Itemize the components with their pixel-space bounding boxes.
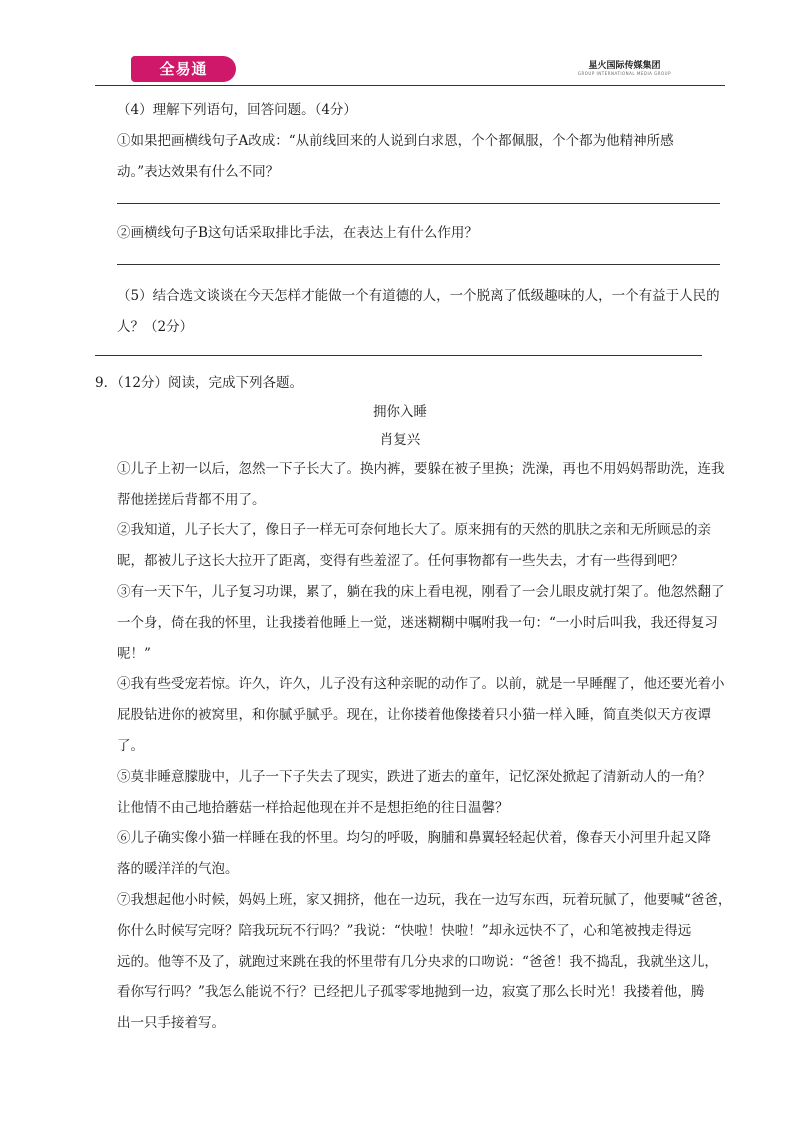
- answer-line-q5: [95, 355, 702, 356]
- essay-line: 昵，都被儿子这长大拉开了距离，变得有些羞涩了。任何事物都有一些失去，才有一些得到吧？: [117, 553, 684, 569]
- q4-sub1-line1: ①如果把画横线句子A改成：“从前线回来的人说到白求恩，个个都佩服，个个都为他精神所感: [117, 133, 674, 149]
- essay-line: ①儿子上初一以后，忽然一下子长大了。换内裤，要躲在被子里换；洗澡，再也不用妈妈帮助洗，连我: [117, 461, 725, 477]
- essay-line: ⑦我想起他小时候，妈妈上班，家又拥挤，他在一边玩，我在一边写东西，玩着玩腻了，他要喊“爸爸，: [117, 892, 732, 908]
- essay-line: ④我有些受宠若惊。许久，许久，儿子没有这种亲昵的动作了。以前，就是一早睡醒了，他还要光着小: [117, 676, 725, 692]
- publisher-name: 星火国际传媒集团: [588, 61, 661, 71]
- q5-line1: （5）结合选文谈谈在今天怎样才能做一个有道德的人，一个脱离了低级趣味的人，一个有益于人民的: [117, 288, 720, 304]
- essay-line: 看你写行吗？”我怎么能说不行？已经把儿子孤零零地抛到一边，寂寞了那么长时光！我搂着他，腾: [117, 984, 705, 1000]
- essay-line: ⑥儿子确实像小猫一样睡在我的怀里。均匀的呼吸，胸脯和鼻翼轻轻起伏着，像春天小河里升起又降: [117, 830, 711, 846]
- publisher-subtitle: GROUP INTERNATIONAL MEDIA GROUP: [577, 71, 671, 76]
- essay-line: 帮他搓搓后背都不用了。: [117, 492, 266, 508]
- page-header: [95, 52, 725, 88]
- q9-title: 9．（12分）阅读，完成下列各题。: [95, 375, 304, 391]
- essay-line: 远的。他等不及了，就跑过来跳在我的怀里带有几分央求的口吻说：“爸爸！我不捣乱，我就坐这儿，: [117, 954, 718, 970]
- essay-line: 让他情不由己地拾蘑菇一样拾起他现在并不是想拒绝的往日温馨？: [117, 800, 509, 816]
- essay-line: ⑤莫非睡意朦胧中，儿子一下子失去了现实，跌进了逝去的童年，记忆深处掀起了清新动人的一角？: [117, 769, 711, 785]
- essay-line: ③有一天下午，儿子复习功课，累了，躺在我的床上看电视，刚看了一会儿眼皮就打架了。他忽然翻了: [117, 584, 725, 600]
- essay-author: 肖复兴: [379, 432, 421, 448]
- answer-line-q4-1: [117, 203, 720, 204]
- brand-logo: 全易通: [131, 56, 236, 82]
- essay-line: 落的暖洋洋的气泡。: [117, 861, 239, 877]
- q4-title: （4）理解下列语句，回答问题。（4分）: [117, 102, 357, 118]
- essay-line: 呢！”: [117, 646, 151, 662]
- publisher-mark: [578, 58, 671, 76]
- essay-line: 你什么时候写完呀？陪我玩玩不行吗？”我说：“快啦！快啦！”却永远快不了，心和笔被拽走得远: [117, 923, 692, 939]
- essay-title: 拥你入睡: [373, 404, 427, 420]
- essay-line: 了。: [117, 738, 144, 754]
- essay-line: 出一只手接着写。: [117, 1015, 225, 1031]
- header-divider: [95, 85, 725, 86]
- q4-sub1-line2: 动。”表达效果有什么不同？: [117, 164, 280, 180]
- q4-sub2: ②画横线句子B这句话采取排比手法，在表达上有什么作用？: [117, 225, 478, 241]
- essay-line: 一个身，倚在我的怀里，让我搂着他睡上一觉，迷迷糊糊中嘱咐我一句：“一小时后叫我，我还得复习: [117, 615, 718, 631]
- essay-line: 屁股钻进你的被窝里，和你腻乎腻乎。现在，让你搂着他像搂着只小猫一样入睡，简直类似天方夜谭: [117, 707, 711, 723]
- essay-line: ②我知道，儿子长大了，像日子一样无可奈何地长大了。原来拥有的天然的肌肤之亲和无所顾忌的亲: [117, 522, 711, 538]
- answer-line-q4-2: [117, 264, 720, 265]
- q5-line2: 人？（2分）: [117, 319, 194, 335]
